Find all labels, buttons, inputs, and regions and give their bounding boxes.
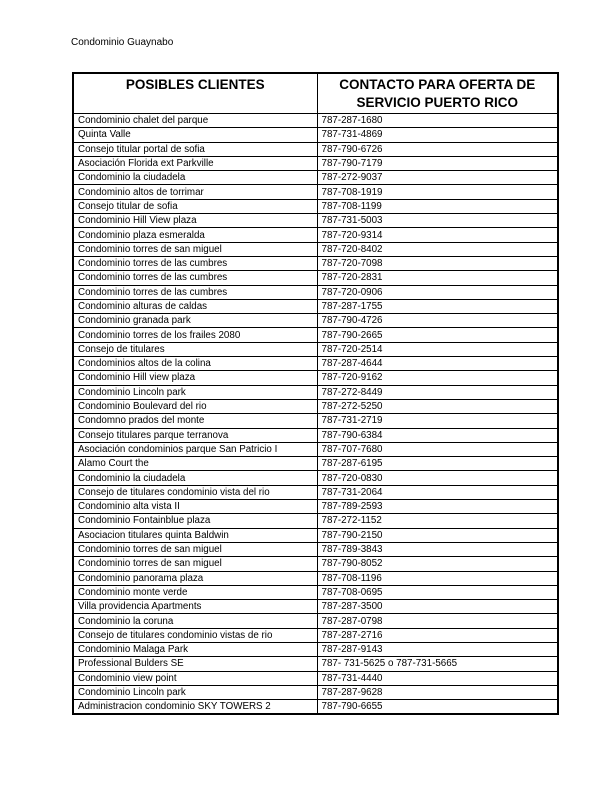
client-name-cell: Consejo titular portal de sofia: [73, 142, 317, 156]
header-contacto: CONTACTO PARA OFERTA DE SERVICIO PUERTO RICO: [317, 73, 558, 114]
client-name-cell: Condominio altos de torrimar: [73, 185, 317, 199]
contact-phone-cell: 787-720-9314: [317, 228, 558, 242]
contact-phone-cell: 787-790-8052: [317, 557, 558, 571]
table-row: [73, 600, 558, 614]
client-name-cell: Professional Bulders SE: [73, 657, 317, 671]
client-name-cell: Condominio torres de los frailes 2080: [73, 328, 317, 342]
contact-phone-cell: 787-287-2716: [317, 628, 558, 642]
table-row: [73, 299, 558, 313]
contact-phone-cell: 787-287-9628: [317, 685, 558, 699]
contact-phone-cell: 787-287-4644: [317, 357, 558, 371]
table-row: [73, 614, 558, 628]
table-row: [73, 385, 558, 399]
table-row: [73, 414, 558, 428]
table-row: [73, 314, 558, 328]
table-row: [73, 256, 558, 270]
contact-phone-cell: 787-720-0830: [317, 471, 558, 485]
table-row: [73, 442, 558, 456]
contact-phone-cell: 787-720-2831: [317, 271, 558, 285]
contact-phone-cell: 787-272-5250: [317, 399, 558, 413]
header-posibles-clientes: POSIBLES CLIENTES: [73, 73, 317, 114]
contact-phone-cell: 787-720-8402: [317, 242, 558, 256]
client-name-cell: Consejo de titulares: [73, 342, 317, 356]
contact-phone-cell: 787-287-1755: [317, 299, 558, 313]
client-name-cell: Alamo Court the: [73, 457, 317, 471]
client-name-cell: Condominio monte verde: [73, 585, 317, 599]
contact-phone-cell: 787- 731-5625 o 787-731-5665: [317, 657, 558, 671]
contact-phone-cell: 787-790-7179: [317, 156, 558, 170]
contact-phone-cell: 787-272-9037: [317, 171, 558, 185]
table-row: [73, 571, 558, 585]
contact-phone-cell: 787-720-2514: [317, 342, 558, 356]
client-name-cell: Condominio torres de san miguel: [73, 242, 317, 256]
table-row: [73, 357, 558, 371]
table-row: [73, 171, 558, 185]
client-name-cell: Condominio torres de las cumbres: [73, 285, 317, 299]
clients-table-header: [73, 73, 558, 114]
contact-phone-cell: 787-287-1680: [317, 114, 558, 128]
table-row: [73, 199, 558, 213]
document-title: Condominio Guaynabo: [71, 37, 174, 48]
clients-table-body: [73, 114, 558, 715]
contact-phone-cell: 787-272-1152: [317, 514, 558, 528]
table-row: [73, 271, 558, 285]
table-row: [73, 557, 558, 571]
contact-phone-cell: 787-789-2593: [317, 500, 558, 514]
contact-phone-cell: 787-287-6195: [317, 457, 558, 471]
client-name-cell: Condominio Lincoln park: [73, 385, 317, 399]
table-row: [73, 457, 558, 471]
contact-phone-cell: 787-708-0695: [317, 585, 558, 599]
table-row: [73, 685, 558, 699]
contact-phone-cell: 787-708-1196: [317, 571, 558, 585]
table-row: [73, 142, 558, 156]
contact-phone-cell: 787-790-6384: [317, 428, 558, 442]
table-row: [73, 528, 558, 542]
contact-phone-cell: 787-731-5003: [317, 214, 558, 228]
table-row: [73, 342, 558, 356]
table-row: [73, 657, 558, 671]
client-name-cell: Administracion condominio SKY TOWERS 2: [73, 700, 317, 715]
contact-phone-cell: 787-720-0906: [317, 285, 558, 299]
table-row: [73, 471, 558, 485]
client-name-cell: Condominio view point: [73, 671, 317, 685]
contact-phone-cell: 787-287-9143: [317, 642, 558, 656]
contact-phone-cell: 787-789-3843: [317, 542, 558, 556]
table-row: [73, 128, 558, 142]
header-row: [73, 73, 558, 114]
table-row: [73, 285, 558, 299]
contact-phone-cell: 787-790-2665: [317, 328, 558, 342]
table-row: [73, 328, 558, 342]
client-name-cell: Condomno prados del monte: [73, 414, 317, 428]
table-row: [73, 371, 558, 385]
client-name-cell: Consejo titulares parque terranova: [73, 428, 317, 442]
table-row: [73, 185, 558, 199]
client-name-cell: Condominio torres de san miguel: [73, 557, 317, 571]
client-name-cell: Condominio alta vista II: [73, 500, 317, 514]
table-row: [73, 642, 558, 656]
table-row: [73, 399, 558, 413]
contact-phone-cell: 787-287-3500: [317, 600, 558, 614]
table-row: [73, 514, 558, 528]
client-name-cell: Consejo de titulares condominio vista del rio: [73, 485, 317, 499]
table-row: [73, 114, 558, 128]
table-row: [73, 428, 558, 442]
table-row: [73, 700, 558, 715]
client-name-cell: Condominios altos de la colina: [73, 357, 317, 371]
client-name-cell: Condominio Boulevard del rio: [73, 399, 317, 413]
contact-phone-cell: 787-731-4440: [317, 671, 558, 685]
table-row: [73, 242, 558, 256]
client-name-cell: Condominio la ciudadela: [73, 471, 317, 485]
client-name-cell: Quinta Valle: [73, 128, 317, 142]
client-name-cell: Consejo de titulares condominio vistas de rio: [73, 628, 317, 642]
client-name-cell: Consejo titular de sofia: [73, 199, 317, 213]
client-name-cell: Condominio Hill view plaza: [73, 371, 317, 385]
client-name-cell: Condominio Malaga Park: [73, 642, 317, 656]
contact-phone-cell: 787-790-6655: [317, 700, 558, 715]
client-name-cell: Condominio Hill View plaza: [73, 214, 317, 228]
client-name-cell: Condominio plaza esmeralda: [73, 228, 317, 242]
client-name-cell: Condominio torres de las cumbres: [73, 271, 317, 285]
table-row: [73, 542, 558, 556]
contact-phone-cell: 787-272-8449: [317, 385, 558, 399]
client-name-cell: Condominio Lincoln park: [73, 685, 317, 699]
client-name-cell: Condominio torres de san miguel: [73, 542, 317, 556]
contact-phone-cell: 787-708-1199: [317, 199, 558, 213]
contact-phone-cell: 787-708-1919: [317, 185, 558, 199]
client-name-cell: Condominio chalet del parque: [73, 114, 317, 128]
client-name-cell: Condominio alturas de caldas: [73, 299, 317, 313]
table-row: [73, 485, 558, 499]
contact-phone-cell: 787-731-2064: [317, 485, 558, 499]
client-name-cell: Condominio panorama plaza: [73, 571, 317, 585]
client-name-cell: Asociacion titulares quinta Baldwin: [73, 528, 317, 542]
client-name-cell: Condominio torres de las cumbres: [73, 256, 317, 270]
contact-phone-cell: 787-790-6726: [317, 142, 558, 156]
client-name-cell: Condominio granada park: [73, 314, 317, 328]
table-row: [73, 671, 558, 685]
table-row: [73, 228, 558, 242]
table-row: [73, 500, 558, 514]
table-row: [73, 585, 558, 599]
contact-phone-cell: 787-287-0798: [317, 614, 558, 628]
table-row: [73, 156, 558, 170]
contact-phone-cell: 787-790-4726: [317, 314, 558, 328]
client-name-cell: Asociación Florida ext Parkville: [73, 156, 317, 170]
client-name-cell: Condominio Fontainblue plaza: [73, 514, 317, 528]
contact-phone-cell: 787-790-2150: [317, 528, 558, 542]
client-name-cell: Asociación condominios parque San Patricio I: [73, 442, 317, 456]
contact-phone-cell: 787-720-7098: [317, 256, 558, 270]
contact-phone-cell: 787-731-2719: [317, 414, 558, 428]
contact-phone-cell: 787-731-4869: [317, 128, 558, 142]
contact-phone-cell: 787-720-9162: [317, 371, 558, 385]
client-name-cell: Condominio la coruna: [73, 614, 317, 628]
client-name-cell: Condominio la ciudadela: [73, 171, 317, 185]
table-row: [73, 628, 558, 642]
contact-phone-cell: 787-707-7680: [317, 442, 558, 456]
clients-table: [72, 72, 559, 715]
table-row: [73, 214, 558, 228]
client-name-cell: Villa providencia Apartments: [73, 600, 317, 614]
